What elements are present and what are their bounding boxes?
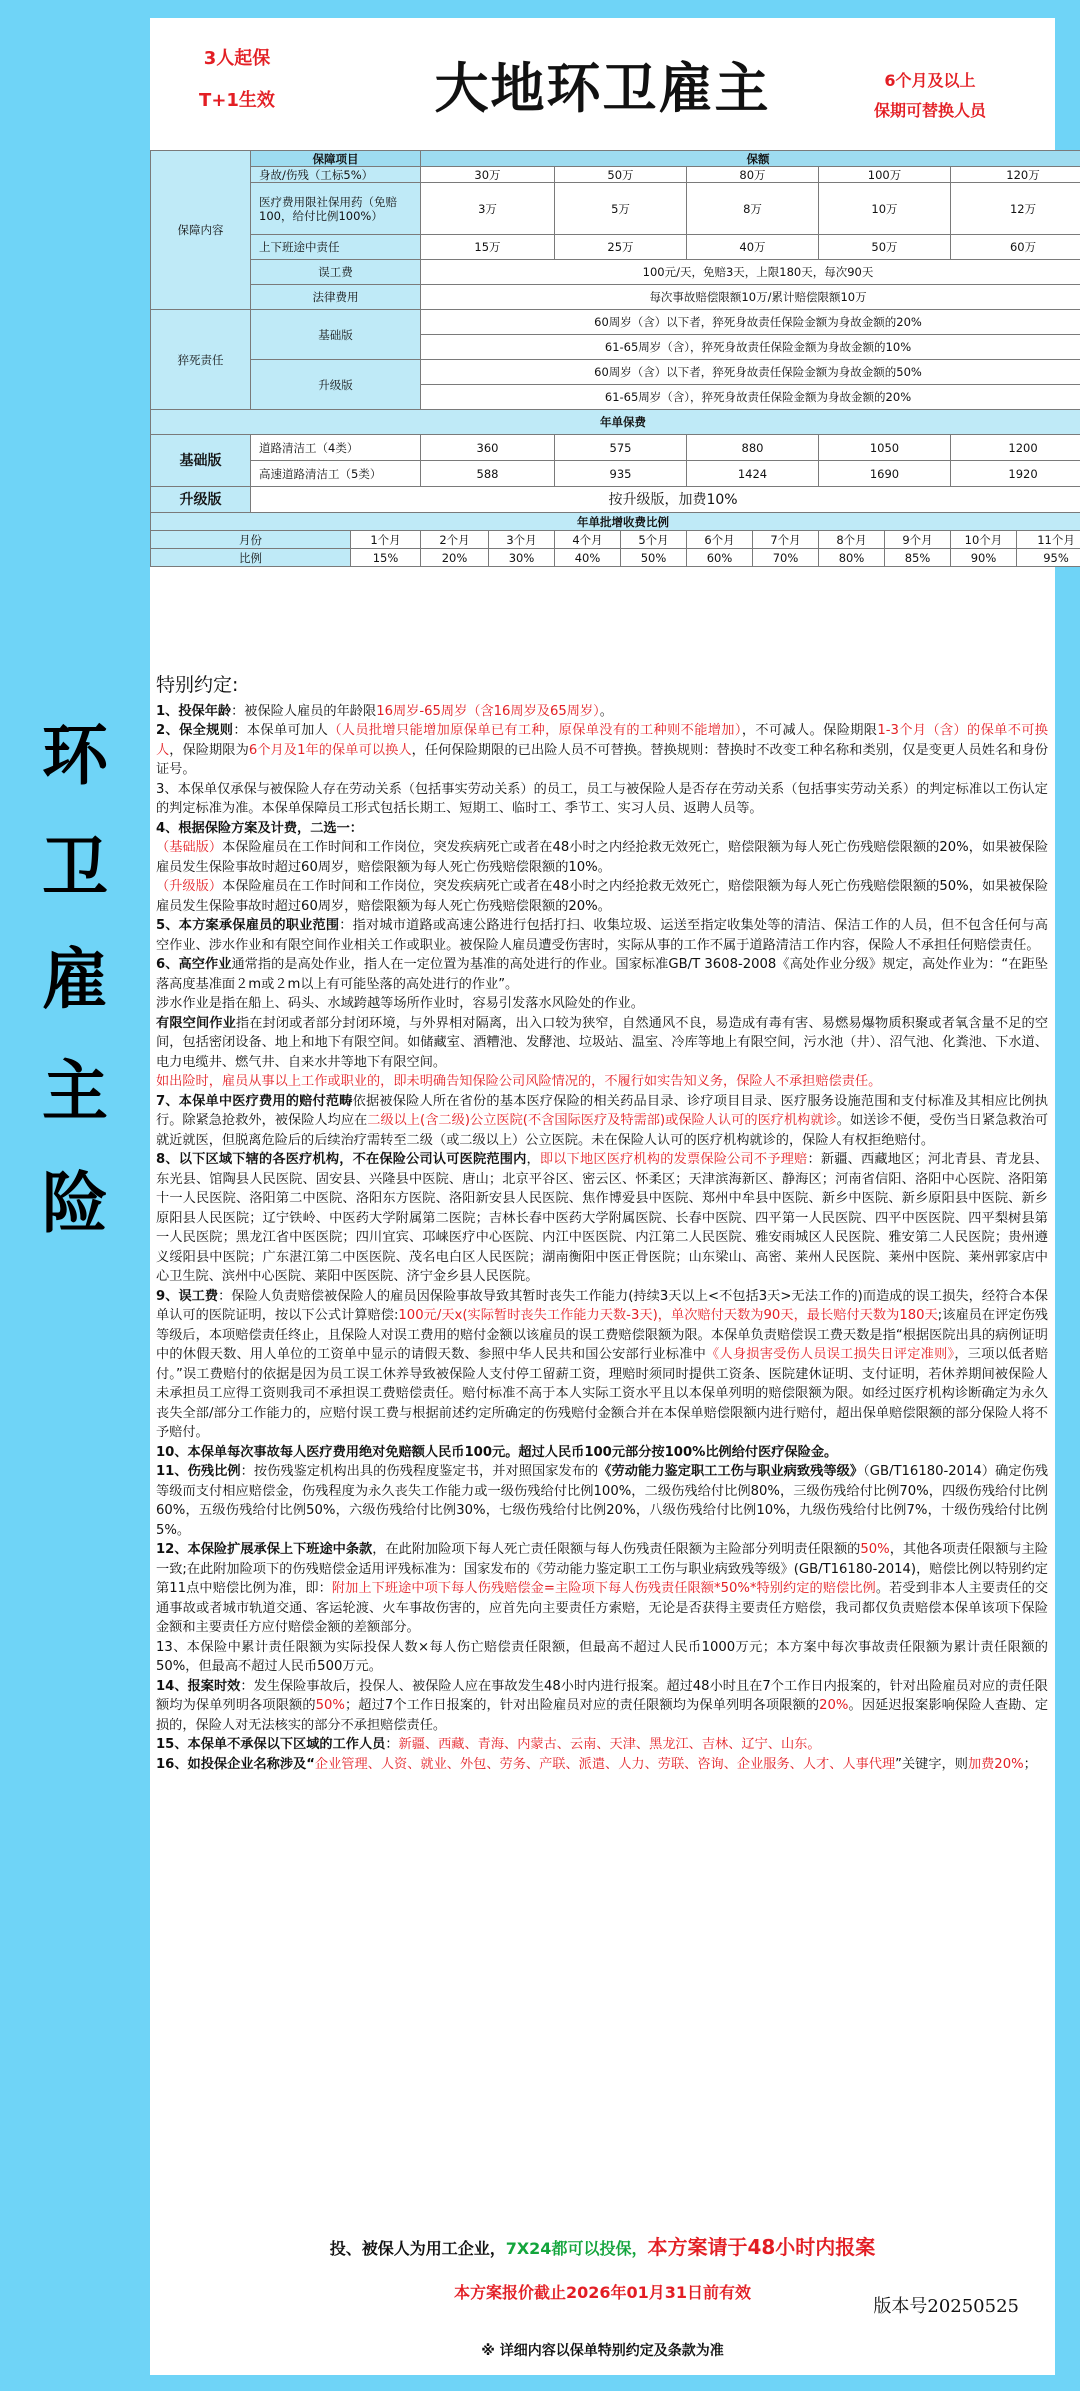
table-cell: 1424	[687, 461, 819, 487]
ratio-cell: 40%	[555, 549, 621, 567]
table-cell: 50万	[555, 167, 687, 183]
table-cell: 30万	[421, 167, 555, 183]
quote-deadline: 本方案报价截止2026年01月31日前有效	[453, 2283, 752, 2302]
effective-text: T+1生效	[199, 90, 275, 111]
term-6-warning: 如出险时，雇员从事以上工作或职业的，即未明确告知保险公司风险情况的，不履行如实告知义务，保险人不承担赔偿责任。	[156, 1074, 882, 1089]
ratio-cell: 90%	[951, 549, 1017, 567]
month-cell: 10个月	[951, 531, 1017, 549]
sudden-basic-row: 60周岁（含）以下者，猝死身故责任保险金额为身故金额的20%	[421, 310, 1080, 335]
month-cell: 6个月	[687, 531, 753, 549]
table-cell: 120万	[951, 167, 1080, 183]
term-10: 10、本保单每次事故每人医疗费用绝对免赔额人民币100元。超过人民币100元部分按100%比例给付医疗保险金。	[156, 1444, 838, 1460]
term-6-confined: 有限空间作业指在封闭或者部分封闭环境，与外界相对隔离，出入口较为狭窄，自然通风不良，易造成有毒有害、易燃易爆物质积聚或者氧含量不足的空间，包括密闭设备、地上和地下有限空间。如储藏室、酒糟池、发酵池、垃圾站、温室、冷库等地上有限空间，污水池（井）、沼气池、化粪池、下水道、电力电缆井、燃气井、自来水井等地下有限空间。	[156, 1015, 1049, 1070]
table-cell: 80万	[687, 167, 819, 183]
month-cell: 11个月	[1017, 531, 1080, 549]
term-1: 1、投保年龄：被保险人雇员的年龄限16周岁-65周岁（含16周岁及65周岁）。	[156, 703, 613, 719]
legal-value: 每次事故赔偿限额10万/累计赔偿限额10万	[421, 285, 1080, 310]
month-label: 月份	[151, 531, 351, 549]
ratio-header: 年单批增收费比例	[151, 513, 1080, 531]
term-4-upgrade: （升级版）本保险雇员在工作时间和工作岗位，突发疾病死亡或者在48小时之内经抢救无效死亡，赔偿限额为每人死亡伤残赔偿限额的50%，如果被保险雇员发生保险事故时超过60周岁，赔偿限额为每人死亡伤残赔偿限额的20%。	[156, 879, 1049, 914]
annual-premium-header: 年单保费	[151, 410, 1080, 435]
item-label: 保障项目	[251, 151, 421, 167]
ratio-cell: 70%	[753, 549, 819, 567]
table-cell: 1050	[819, 435, 951, 461]
table-cell: 3万	[421, 183, 555, 235]
document-page	[150, 18, 1075, 2375]
month-cell: 5个月	[621, 531, 687, 549]
table-cell: 10万	[819, 183, 951, 235]
ratio-cell: 80%	[819, 549, 885, 567]
term-8: 8、以下区域下辖的各医疗机构，不在保险公司认可医院范围内，即以下地区医疗机构的发票保险公司不予理赔：新疆、西藏地区；河北青县、青龙县、东光县、馆陶县人民医院、固安县、兴隆县中医院、唐山；北京平谷区、密云区、怀柔区；天津滨海新区、静海区；河南省信阳、洛阳中心医院、洛阳第十一人民医院、洛阳第二中医院、洛阳东方医院、洛阳新安县人民医院、焦作博爱县中医院、郑州中牟县中医院、新乡中医院、新乡原阳县中医院、新乡原阳县人民医院；辽宁铁岭、中医药大学附属第二医院；吉林长春中医药大学附属医院、长春中医院、四平第一人民医院、四平中医医院、四平梨树县第一人民医院；黑龙江省中医医院；四川宜宾、邛崃医疗中心医院、内江中医医院、内江第二人民医院、雅安雨城区人民医院、雅安第二人民医院；贵州遵义绥阳县中医院；广东湛江第二中医医院、茂名电白区人民医院；湖南衡阳中医正骨医院；山东梁山、高密、莱州人民医院、莱州中医院、莱州郭家店中心卫生院、滨州中心医院、莱阳中医医院、济宁金乡县人民医院。	[156, 1152, 1049, 1284]
legal-label: 法律费用	[251, 285, 421, 310]
footer-line-1: 投、被保人为用工企业，7X24都可以投保，本方案请于48小时内报案	[329, 2235, 876, 2259]
plan-table	[150, 150, 1080, 567]
table-cell: 8万	[687, 183, 819, 235]
table-cell: 12万	[951, 183, 1080, 235]
sidebar-char: 雇	[42, 941, 108, 1018]
ratio-cell: 20%	[421, 549, 489, 567]
term-6: 6、高空作业通常指的是高处作业，指人在一定位置为基准的高处进行的作业。国家标准GB/T 3608-2008《高处作业分级》规定，高处作业为：“在距坠落高度基准面２m或２m以上有可能坠落的高处进行的作业”。	[156, 957, 1048, 992]
term-15: 15、本保单不承保以下区域的工作人员：新疆、西藏、青海、内蒙古、云南、天津、黑龙江、吉林、辽宁、山东。	[156, 1737, 821, 1752]
term-4: 4、根据保险方案及计费，二选一：	[156, 820, 363, 836]
sidebar-char: 卫	[42, 829, 108, 906]
sidebar-title	[0, 700, 150, 1260]
lost-wage-label: 误工费	[251, 260, 421, 285]
row-label: 高速道路清洁工（5类）	[251, 461, 421, 487]
sudden-upgrade-row: 61-65周岁（含），猝死身故责任保险金额为身故金额的20%	[421, 385, 1080, 410]
table-cell: 935	[555, 461, 687, 487]
term-14: 14、报案时效：发生保险事故后，投保人、被保险人应在事故发生48小时内进行报案。超过48小时且在7个工作日内报案的，针对出险雇员对应的责任限额均为保单列明各项限额的50%；超过7个工作日报案的，针对出险雇员对应的责任限额均为保单列明各项限额的20%。因延迟报案影响保险人查勘、定损的，保险人对无法核实的部分不承担赔偿责任。	[156, 1678, 1049, 1733]
term-2: 2、保全规则：本保单可加人（人员批增只能增加原保单已有工种，原保单没有的工种则不能增加），不可减人。保险期限1-3个月（含）的保单不可换人，保险期限为6个月及1年的保单可以换人，任何保险期限的已出险人员不可替换。替换规则：替换时不改变工种名称和类别，仅是变更人员姓名和身份证号。	[156, 723, 1049, 777]
page-title: 大地环卫雇主	[434, 57, 771, 120]
term-7: 7、本保单中医疗费用的赔付范畴依据被保险人所在省份的基本医疗保险的相关药品目录、诊疗项目目录、医疗服务设施范围和支付标准及其相应比例执行。除紧急抢救外，被保险人均应在二级以上(含二级)公立医院(不含国际医疗及特需部)或保险人认可的医疗机构就诊。如送诊不便，受伤当日紧急救治可就近就医，但脱离危险后的后续治疗需转至二级（或二级以上）公立医院。未在保险人认可的医疗机构就诊的，保险人有权拒绝赔付。	[156, 1093, 1049, 1148]
month-cell: 7个月	[753, 531, 819, 549]
lost-wage-value: 100元/天，免赔3天，上限180天，每次90天	[421, 260, 1080, 285]
min-people-text: 3人起保	[203, 48, 271, 69]
month-cell: 3个月	[489, 531, 555, 549]
version-number: 版本号20250525	[873, 2296, 1019, 2317]
premium-upgrade-label: 升级版	[151, 487, 251, 513]
table-cell: 1920	[951, 461, 1080, 487]
row-label: 上下班途中责任	[251, 235, 421, 260]
row-label: 身故/伤残（工标5%）	[251, 167, 421, 183]
term-5: 5、本方案承保雇员的职业范围：指对城市道路或高速公路进行包括打扫、收集垃圾、运送至指定收集处等的清洁、保洁工作的人员，但不包含任何与高空作业、涉水作业和有限空间作业相关工作或职业。被保险人雇员遭受伤害时，实际从事的工作不属于道路清洁工作内容，保险人不承担任何赔偿责任。	[156, 918, 1048, 953]
ratio-cell: 15%	[351, 549, 421, 567]
row-label: 医疗费用限社保用药（免赔100，给付比例100%）	[251, 183, 421, 235]
term-11: 11、伤残比例：按伤残鉴定机构出具的伤残程度鉴定书，并对照国家发布的《劳动能力鉴定职工工伤与职业病致残等级》（GB/T16180-2014）确定伤残等级而支付相应赔偿金，伤残程度为永久丧失工作能力或一级伤残给付比例100%，二级伤残给付比例80%，三级伤残给付比例70%，四级伤残给付比例60%，五级伤残给付比例50%，六级伤残给付比例30%，七级伤残给付比例20%，八级伤残给付比例10%，九级伤残给付比例7%，十级伤残给付比例5%。	[156, 1464, 1049, 1538]
cover-header: 保额	[421, 151, 1080, 167]
table-cell: 50万	[819, 235, 951, 260]
term-16: 16、如投保企业名称涉及“企业管理、人资、就业、外包、劳务、产联、派遣、人力、劳联、咨询、企业服务、人才、人事代理”关键字，则加费20%；	[156, 1756, 1037, 1772]
table-cell: 575	[555, 435, 687, 461]
month-cell: 4个月	[555, 531, 621, 549]
sidebar-char: 险	[42, 1165, 108, 1242]
table-cell: 880	[687, 435, 819, 461]
term-3: 3、本保单仅承保与被保险人存在劳动关系（包括事实劳动关系）的员工，员工与被保险人是否存在劳动关系（包括事实劳动关系）的判定标准以工伤认定的判定标准为准。本保单保障员工形式包括长期工、短期工、临时工、季节工、实习人员、返聘人员等。	[156, 781, 1048, 816]
term-6-water: 涉水作业是指在船上、码头、水域跨越等场所作业时，容易引发落水风险处的作业。	[156, 996, 644, 1011]
term-12: 12、本保险扩展承保上下班途中条款，在此附加险项下每人死亡责任限额与每人伤残责任限额为主险部分列明责任限额的50%，其他各项责任限额与主险一致;在此附加险项下的伤残赔偿金适用评残标准为：国家发布的《劳动能力鉴定职工工伤与职业病致残等级》(GB/T16180-2014)，赔偿比例以特别约定第11点中赔偿比例为准，即：附加上下班途中项下每人伤残赔偿金=主险项下每人伤残责任限额*50%*特别约定的赔偿比例。若受到非本人主要责任的交通事故或者城市轨道交通、客运轮渡、火车事故伤害的，应首先向主要责任方索赔，无论是否获得主要责任方赔偿，我司都仅负责赔偿本保单该项下保险金额和主要责任方应付赔偿金额的差额部分。	[156, 1542, 1049, 1635]
sudden-basic-row: 61-65周岁（含），猝死身故责任保险金额为身故金额的10%	[421, 335, 1080, 360]
table-cell: 588	[421, 461, 555, 487]
cover-label: 保障内容	[151, 151, 251, 310]
period-text: 6个月及以上	[884, 71, 976, 90]
table-cell: 5万	[555, 183, 687, 235]
premium-basic-label: 基础版	[151, 435, 251, 487]
sidebar-char: 主	[42, 1053, 108, 1130]
sidebar-char: 环	[42, 717, 108, 794]
ratio-cell: 95%	[1017, 549, 1080, 567]
month-cell: 8个月	[819, 531, 885, 549]
header	[150, 18, 1055, 148]
ratio-cell: 50%	[621, 549, 687, 567]
ratio-label: 比例	[151, 549, 351, 567]
sudden-upgrade-row: 60周岁（含）以下者，猝死身故责任保险金额为身故金额的50%	[421, 360, 1080, 385]
header-right-badge	[845, 66, 1015, 126]
row-label: 道路清洁工（4类）	[251, 435, 421, 461]
table-cell: 60万	[951, 235, 1080, 260]
upgrade-version-label: 升级版	[251, 360, 421, 410]
table-cell: 1690	[819, 461, 951, 487]
table-cell: 100万	[819, 167, 951, 183]
premium-upgrade-value: 按升级版，加费10%	[251, 487, 1080, 513]
month-cell: 9个月	[885, 531, 951, 549]
term-4-basic: （基础版）本保险雇员在工作时间和工作岗位，突发疾病死亡或者在48小时之内经抢救无效死亡，赔偿限额为每人死亡伤残赔偿限额的20%，如果被保险雇员发生保险事故时超过60周岁，赔偿限额为每人死亡伤残赔偿限额的10%。	[156, 840, 1049, 875]
table-cell: 40万	[687, 235, 819, 260]
terms-title: 特别约定:	[156, 674, 239, 696]
table-cell: 1200	[951, 435, 1080, 461]
ratio-cell: 60%	[687, 549, 753, 567]
ratio-cell: 85%	[885, 549, 951, 567]
replace-text: 保期可替换人员	[873, 101, 986, 120]
table-cell: 25万	[555, 235, 687, 260]
footer-note: ※ 详细内容以保单特别约定及条款为准	[481, 2343, 724, 2359]
table-cell: 15万	[421, 235, 555, 260]
ratio-cell: 30%	[489, 549, 555, 567]
term-9: 9、误工费：保险人负责赔偿被保险人的雇员因保险事故导致其暂时丧失工作能力(持续3天以上<不包括3天>无法工作的)而造成的误工损失，经符合本保单认可的医院证明，按以下公式计算赔偿:100元/天x(实际暂时丧失工作能力天数-3天)，单次赔付天数为90天，最长赔付天数为180天;该雇员在评定伤残等级后，本项赔偿责任终止，且保险人对误工费用的赔付金额以该雇员的误工费赔偿限额为限。本保单负责赔偿误工费天数是指“根据医院出具的病例证明中的休假天数、用人单位的工资单中显示的请假天数、参照中华人民共和国公安部行业标准中《人身损害受伤人员误工损失日评定准则》，三项以低者赔付。”误工费赔付的依据是因为员工误工休养导致被保险人支付停工留薪工资，理赔时须同时提供工资条、医院建休证明、支付证明，若休养期间被保险人未承担员工应得工资则我司不承担误工费赔偿责任。赔付标准不高于本人实际工资水平且以本保单列明的赔偿限额为限。如经过医疗机构诊断确定为永久丧失全部/部分工作能力的，应赔付误工费与根据前述约定所确定的伤残赔付金额合并在本保单赔偿限额内进行赔付，超出保单赔偿限额的部分保险人将不予赔付。	[156, 1288, 1049, 1440]
special-terms	[156, 676, 1048, 1774]
basic-version-label: 基础版	[251, 310, 421, 360]
month-cell: 2个月	[421, 531, 489, 549]
month-cell: 1个月	[351, 531, 421, 549]
table-cell: 360	[421, 435, 555, 461]
sudden-death-label: 猝死责任	[151, 310, 251, 410]
term-13: 13、本保险中累计责任限额为实际投保人数×每人伤亡赔偿责任限额，但最高不超过人民币1000万元；本方案中每次事故责任限额为累计责任限额的50%，但最高不超过人民币500万元。	[156, 1639, 1048, 1674]
